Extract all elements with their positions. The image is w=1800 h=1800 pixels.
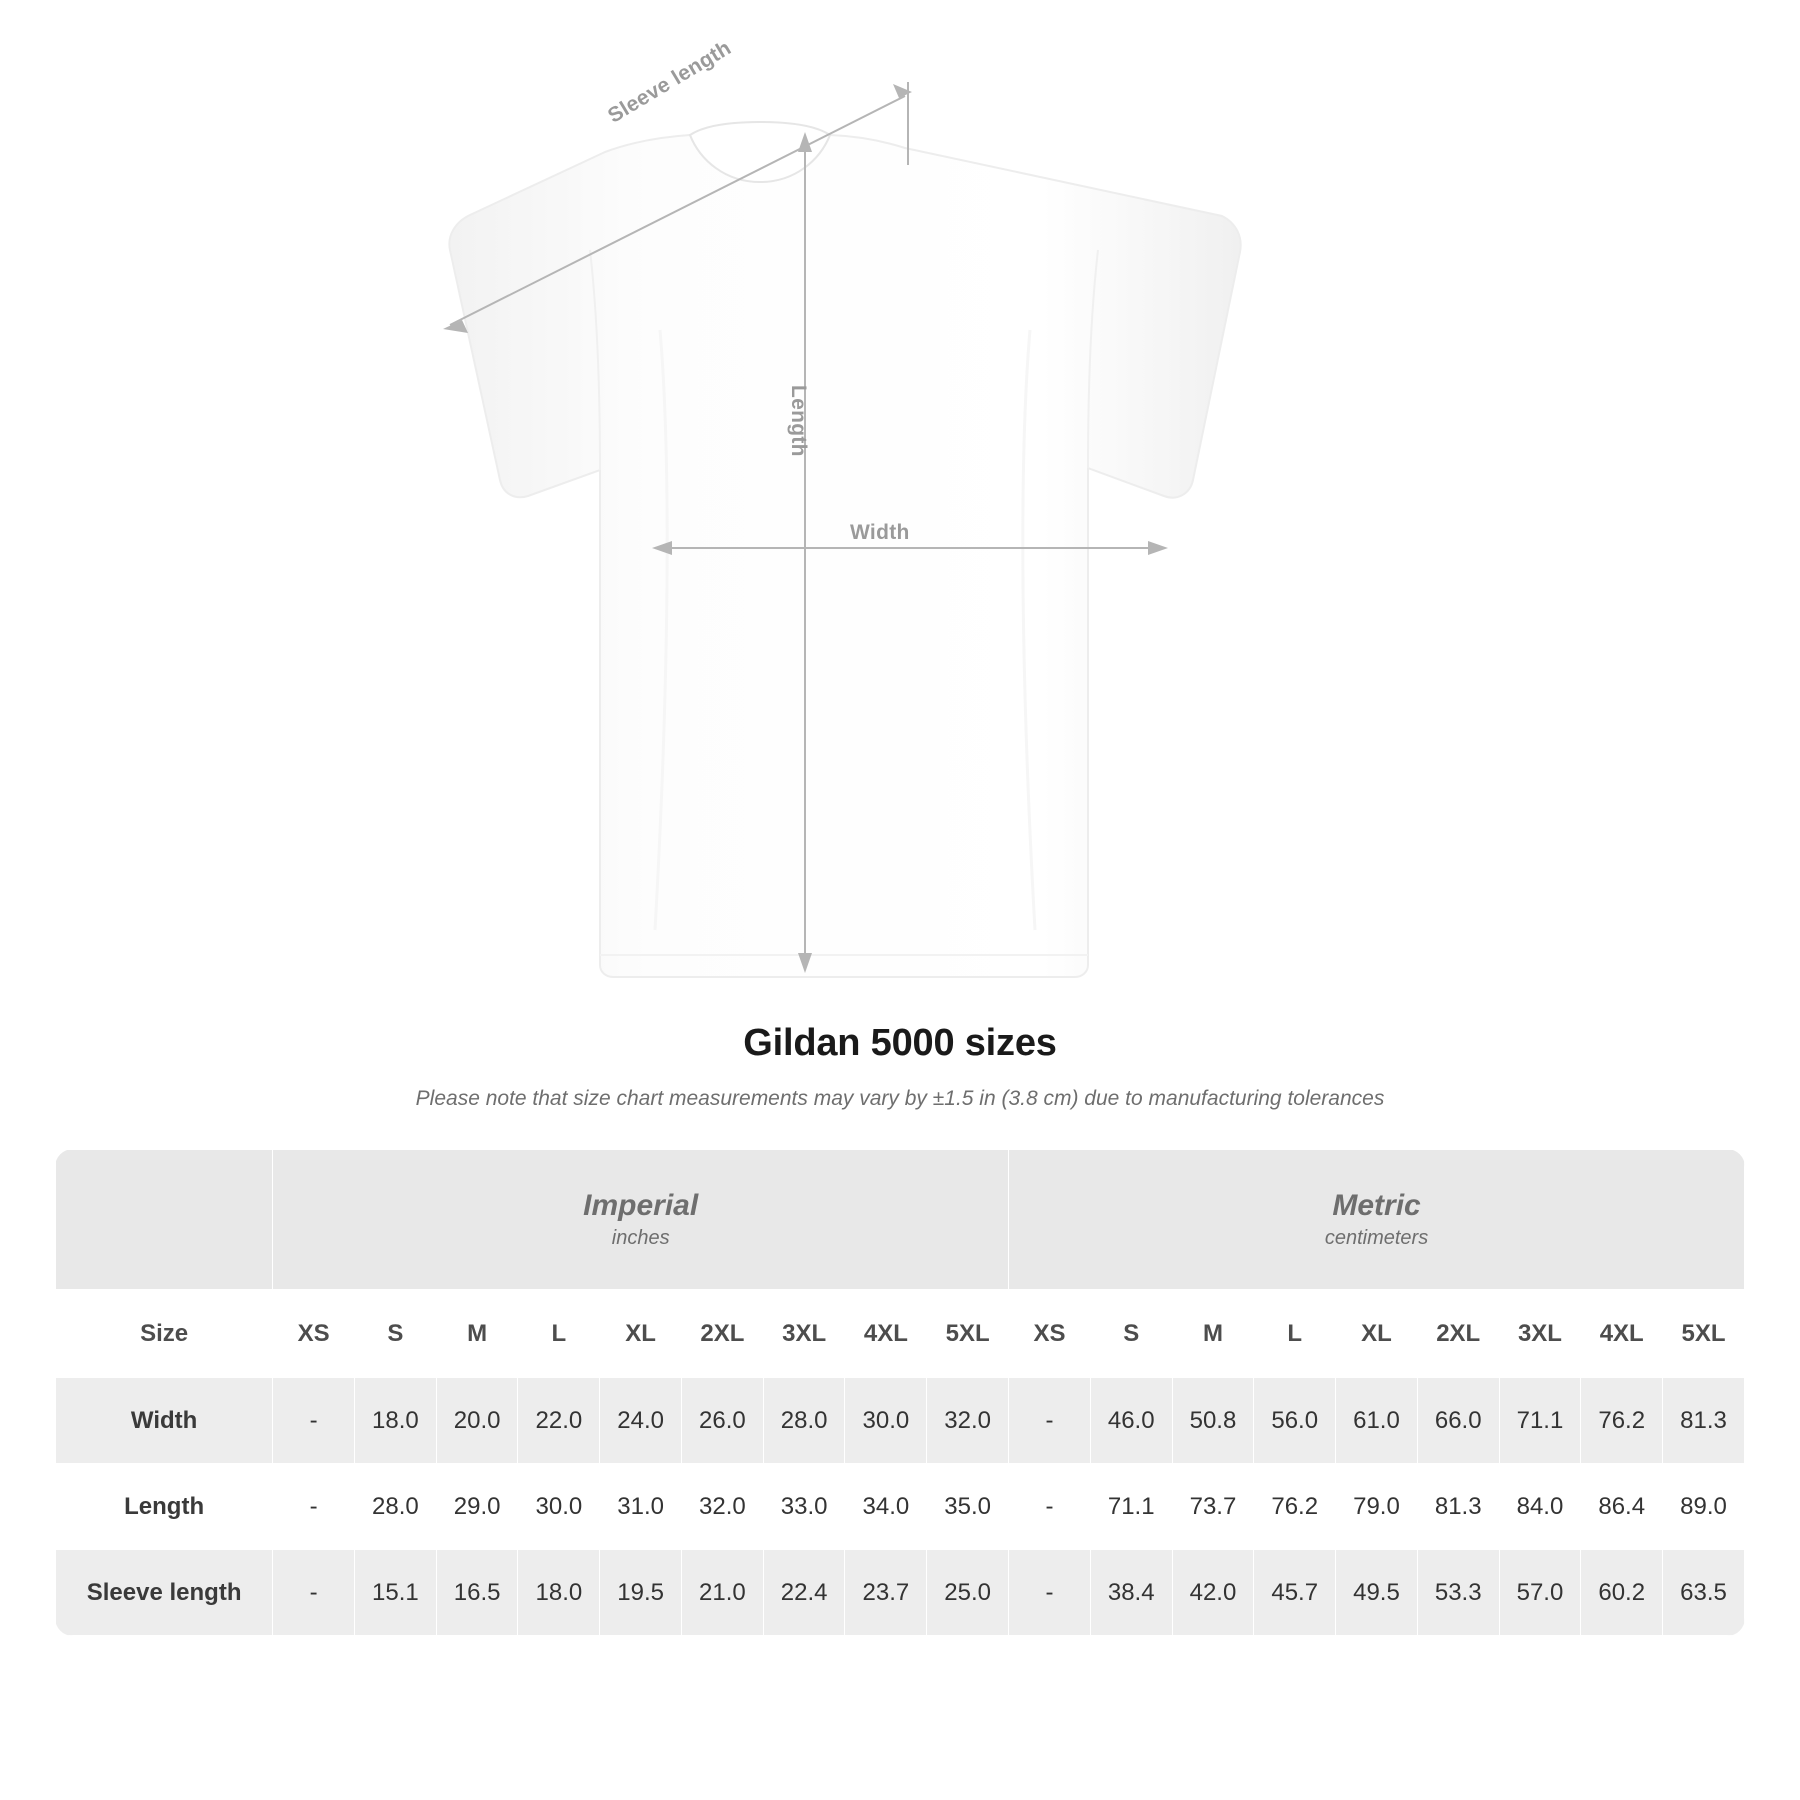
unit-sub-metric: centimeters: [1324, 1227, 1429, 1250]
unit-header-imperial: [273, 1150, 1009, 1290]
cell-sleeve-imperial-3: 18.0: [518, 1550, 600, 1636]
size-col-metric-l: L: [1254, 1290, 1336, 1378]
cell-sleeve-imperial-5: 21.0: [681, 1550, 763, 1636]
size-col-imperial-l: L: [518, 1290, 600, 1378]
cell-width-imperial-4: 24.0: [600, 1378, 682, 1464]
size-table-wrapper: [55, 1149, 1745, 1636]
size-col-metric-4xl: 4XL: [1581, 1290, 1663, 1378]
cell-width-metric-5: 66.0: [1417, 1378, 1499, 1464]
row-label-width: Width: [56, 1378, 273, 1464]
size-col-metric-s: S: [1090, 1290, 1172, 1378]
size-col-imperial-xl: XL: [600, 1290, 682, 1378]
unit-name-metric: Metric: [1332, 1188, 1421, 1222]
cell-sleeve-metric-5: 53.3: [1417, 1550, 1499, 1636]
cell-length-imperial-6: 33.0: [763, 1464, 845, 1550]
size-header-row: [56, 1290, 1745, 1378]
cell-length-metric-2: 73.7: [1172, 1464, 1254, 1550]
cell-width-imperial-5: 26.0: [681, 1378, 763, 1464]
table-row: [56, 1378, 1745, 1464]
cell-sleeve-imperial-7: 23.7: [845, 1550, 927, 1636]
cell-width-imperial-7: 30.0: [845, 1378, 927, 1464]
size-col-imperial-s: S: [354, 1290, 436, 1378]
cell-width-metric-1: 46.0: [1090, 1378, 1172, 1464]
cell-sleeve-metric-1: 38.4: [1090, 1550, 1172, 1636]
unit-header-metric: [1009, 1150, 1745, 1290]
unit-sub-imperial: inches: [611, 1227, 670, 1250]
tshirt-shape: [449, 122, 1240, 977]
cell-sleeve-imperial-4: 19.5: [600, 1550, 682, 1636]
cell-width-imperial-8: 32.0: [927, 1378, 1009, 1464]
cell-length-imperial-7: 34.0: [845, 1464, 927, 1550]
cell-length-imperial-2: 29.0: [436, 1464, 518, 1550]
size-col-metric-xl: XL: [1336, 1290, 1418, 1378]
cell-sleeve-metric-4: 49.5: [1336, 1550, 1418, 1636]
cell-length-metric-4: 79.0: [1336, 1464, 1418, 1550]
unit-header-row: [56, 1150, 1745, 1290]
unit-name-imperial: Imperial: [583, 1188, 699, 1222]
tolerance-note: Please note that size chart measurements may vary by ±1.5 in (3.8 cm) due to manufacturing tolerances: [415, 1087, 1385, 1110]
cell-width-metric-3: 56.0: [1254, 1378, 1336, 1464]
cell-sleeve-imperial-0: -: [273, 1550, 355, 1636]
cell-length-imperial-8: 35.0: [927, 1464, 1009, 1550]
cell-width-metric-0: -: [1009, 1378, 1091, 1464]
cell-width-metric-4: 61.0: [1336, 1378, 1418, 1464]
cell-length-metric-1: 71.1: [1090, 1464, 1172, 1550]
cell-sleeve-imperial-8: 25.0: [927, 1550, 1009, 1636]
cell-sleeve-imperial-2: 16.5: [436, 1550, 518, 1636]
size-col-metric-2xl: 2XL: [1417, 1290, 1499, 1378]
cell-width-imperial-6: 28.0: [763, 1378, 845, 1464]
width-label: Width: [850, 521, 910, 544]
cell-sleeve-metric-8: 63.5: [1663, 1550, 1745, 1636]
cell-sleeve-imperial-6: 22.4: [763, 1550, 845, 1636]
cell-width-imperial-0: -: [273, 1378, 355, 1464]
cell-length-metric-6: 84.0: [1499, 1464, 1581, 1550]
cell-length-metric-0: -: [1009, 1464, 1091, 1550]
sleeve-length-label: Sleeve length: [604, 36, 736, 128]
table-row: [56, 1550, 1745, 1636]
cell-width-metric-2: 50.8: [1172, 1378, 1254, 1464]
unit-header-spacer: [56, 1150, 273, 1290]
cell-length-metric-5: 81.3: [1417, 1464, 1499, 1550]
size-col-metric-5xl: 5XL: [1663, 1290, 1745, 1378]
cell-width-metric-6: 71.1: [1499, 1378, 1581, 1464]
size-col-metric-m: M: [1172, 1290, 1254, 1378]
cell-length-metric-8: 89.0: [1663, 1464, 1745, 1550]
cell-length-imperial-4: 31.0: [600, 1464, 682, 1550]
size-col-imperial-xs: XS: [273, 1290, 355, 1378]
cell-width-imperial-1: 18.0: [354, 1378, 436, 1464]
cell-sleeve-metric-2: 42.0: [1172, 1550, 1254, 1636]
cell-sleeve-imperial-1: 15.1: [354, 1550, 436, 1636]
cell-width-imperial-2: 20.0: [436, 1378, 518, 1464]
page-title: Gildan 5000 sizes: [743, 1022, 1057, 1064]
cell-length-imperial-1: 28.0: [354, 1464, 436, 1550]
size-col-imperial-3xl: 3XL: [763, 1290, 845, 1378]
cell-length-metric-7: 86.4: [1581, 1464, 1663, 1550]
length-label: Length: [787, 385, 810, 457]
cell-length-imperial-0: -: [273, 1464, 355, 1550]
cell-sleeve-metric-6: 57.0: [1499, 1550, 1581, 1636]
title-block: [0, 1022, 1800, 1111]
cell-width-metric-7: 76.2: [1581, 1378, 1663, 1464]
size-col-imperial-4xl: 4XL: [845, 1290, 927, 1378]
cell-width-imperial-3: 22.0: [518, 1378, 600, 1464]
size-col-imperial-2xl: 2XL: [681, 1290, 763, 1378]
size-col-imperial-5xl: 5XL: [927, 1290, 1009, 1378]
size-col-metric-3xl: 3XL: [1499, 1290, 1581, 1378]
cell-sleeve-metric-3: 45.7: [1254, 1550, 1336, 1636]
row-label-sleeve-length: Sleeve length: [56, 1550, 273, 1636]
table-row: [56, 1464, 1745, 1550]
size-label: Size: [56, 1290, 273, 1378]
cell-width-metric-8: 81.3: [1663, 1378, 1745, 1464]
cell-length-imperial-3: 30.0: [518, 1464, 600, 1550]
cell-length-metric-3: 76.2: [1254, 1464, 1336, 1550]
size-col-imperial-m: M: [436, 1290, 518, 1378]
cell-sleeve-metric-7: 60.2: [1581, 1550, 1663, 1636]
size-col-metric-xs: XS: [1009, 1290, 1091, 1378]
size-table: [55, 1149, 1745, 1636]
cell-length-imperial-5: 32.0: [681, 1464, 763, 1550]
cell-sleeve-metric-0: -: [1009, 1550, 1091, 1636]
row-label-length: Length: [56, 1464, 273, 1550]
